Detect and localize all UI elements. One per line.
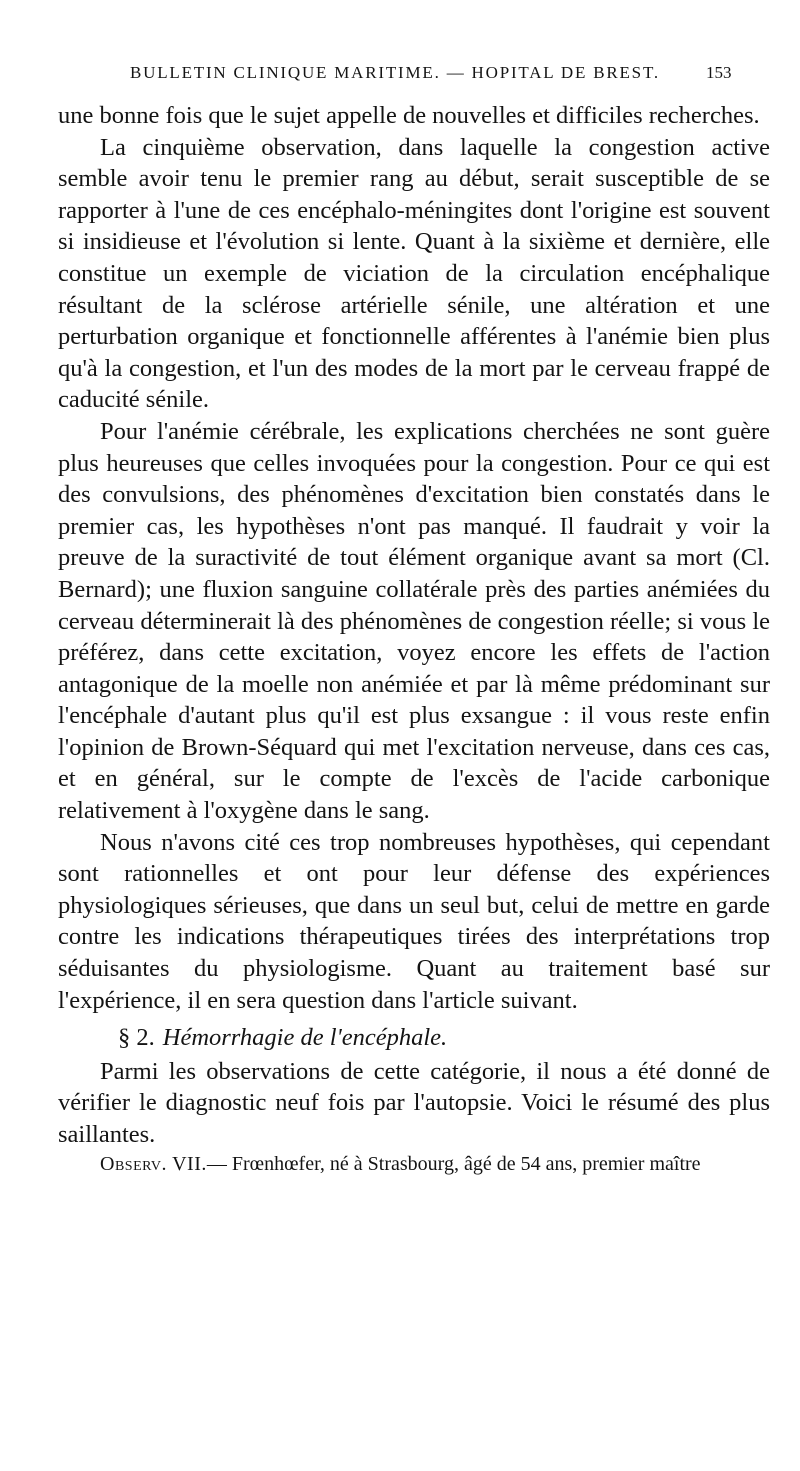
paragraph-hemorrhage-intro: Parmi les observations de cette catégorie, il nous a été donné de vérifier le diagnostic neuf fois par l'autopsie. Voici le résumé des plus saillantes. [58, 1057, 770, 1148]
section-heading [58, 1022, 770, 1054]
observation-entry [58, 1151, 770, 1177]
running-head: BULLETIN CLINIQUE MARITIME. — HOPITAL DE BREST. [130, 63, 660, 82]
paragraph-hypotheses: Nous n'avons cité ces trop nombreuses hypothèses, qui cependant sont rationnelles et ont pour leur défense des expériences physiologiques sérieuses, que dans un seul but, celui de mettre en garde contre les indications thérapeutiques tirées des interprétations trop séduisantes du physiologisme. Quant au traitement basé sur l'expérience, il en sera question dans l'article suivant. [58, 828, 770, 1014]
observation-label: Observ. VII. [100, 1152, 207, 1175]
body-text [58, 100, 770, 1177]
section-title: Hémorrhagie de l'encéphale. [162, 1024, 448, 1052]
section-number: § 2. [118, 1024, 155, 1052]
page-number: 153 [706, 63, 732, 82]
paragraph-fifth-sixth-observation: La cinquième observation, dans laquelle la congestion active semble avoir tenu le premier rang au début, serait susceptible de se rapporter à l'une de ces encéphalo-méningites dont l'origine est souvent si insidieuse et l'évolution si lente. Quant à la sixième et dernière, elle constitue un exemple de viciation de la circulation encéphalique résultant de la sclérose artérielle sénile, une altération et une perturbation organique et fonctionnelle afférentes à l'anémie bien plus qu'à la congestion, et l'un des modes de la mort par le cerveau frappé de caducité sénile. [58, 133, 770, 414]
paragraph-continued: une bonne fois que le sujet appelle de nouvelles et difficiles recherches. [58, 102, 760, 129]
observation-text: — Frœnhœfer, né à Strasbourg, âgé de 54 ans, premier maître [206, 1152, 701, 1175]
paragraph-cerebral-anemia: Pour l'anémie cérébrale, les explications cherchées ne sont guère plus heureuses que celles invoquées pour la congestion. Pour ce qui est des convulsions, des phénomènes d'excitation bien constatés dans le premier cas, les hypothèses n'ont pas manqué. Il faudrait y voir la preuve de la suractivité de tout élément organique avant sa mort (Cl. Bernard); une fluxion sanguine collatérale près des parties anémiées du cerveau déterminerait là des phénomènes de congestion réelle; si vous le préférez, dans cette excitation, voyez encore les effets de l'action antagonique de la moelle non anémiée et par là même prédominant sur l'encéphale d'autant plus qu'il est plus exsangue : il vous reste enfin l'opinion de Brown-Séquard qui met l'excitation nerveuse, dans ces cas, et en général, sur le compte de l'excès de l'acide carbonique relativement à l'oxygène dans le sang. [58, 417, 770, 825]
